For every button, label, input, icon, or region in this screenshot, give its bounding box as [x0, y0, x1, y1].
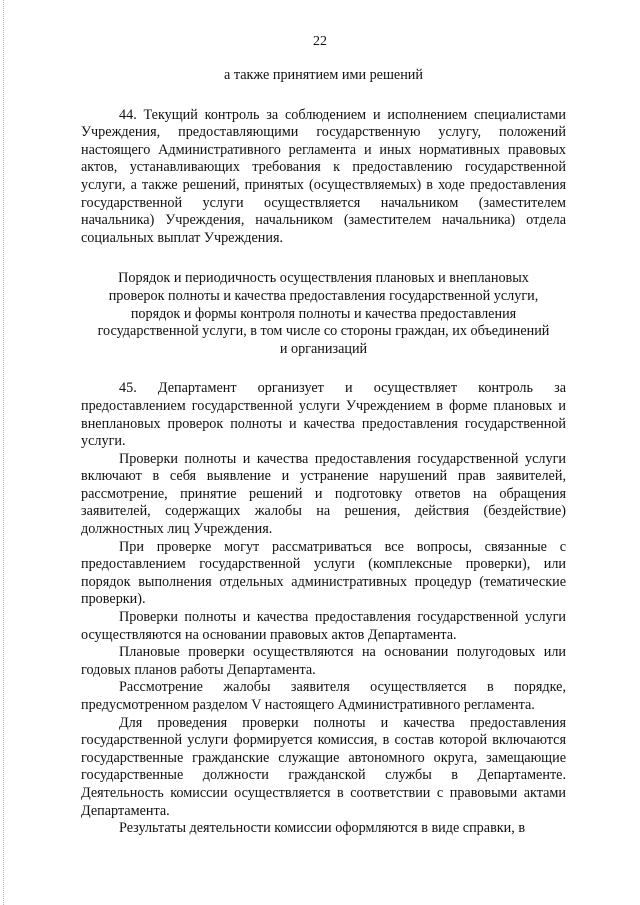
heading-line: порядок и формы контроля полноты и качества предоставления [130, 305, 517, 322]
paragraph-44: 44. Текущий контроль за соблюдением и исполнением специалистами Учреждения, предоставляющими государственную услугу, положений настоящего Административного регламента и иных нормативных правовых актов, устанавливающих требования к предоставлению государственной услуги, а также решений, принятых (осуществляемых) в ходе предоставления государственной услуги осуществляется начальником (заместителем начальника) Учреждения, начальником (заместителем начальника) отдела социальных выплат Учреждения. [81, 106, 566, 246]
paragraph-legal-basis: Проверки полноты и качества предоставления государственной услуги осуществляются на основании правовых актов Департамента. [81, 609, 566, 643]
paragraph-complaints: Рассмотрение жалобы заявителя осуществляется в порядке, предусмотренном разделом V настоящего Административного регламента. [81, 679, 566, 713]
continued-heading-line: а также принятием ими решений [224, 67, 423, 83]
scan-edge-line [3, 0, 5, 905]
paragraph-45: 45. Департамент организует и осуществляет контроль за предоставлением государственной услуги Учреждением в форме плановых и внеплановых проверок полноты и качества предоставления государственной услуги. [81, 380, 566, 450]
page-number: 22 [313, 34, 327, 49]
document-body [81, 67, 566, 838]
paragraph-check-scope: При проверке могут рассматриваться все вопросы, связанные с предоставлением государственной услуги (комплексные проверки), или порядок выполнения отдельных административных процедур (тематические проверки). [81, 538, 566, 608]
heading-line: проверок полноты и качества предоставления государственной услуги, [108, 287, 539, 304]
paragraph-commission: Для проведения проверки полноты и качества предоставления государственной услуги формируется комиссия, в состав которой включаются государственные гражданские служащие автономного округа, замещающие государственные должности гражданской службы в Департаменте. Деятельность комиссии осуществляется в соответствии с правовыми актами Департамента. [81, 714, 566, 819]
heading-line: государственной услуги, в том числе со стороны граждан, их объединений [97, 323, 550, 340]
heading-line: и организаций [279, 340, 368, 357]
paragraph-commission-results: Результаты деятельности комиссии оформляются в виде справки, в [119, 820, 526, 837]
paragraph-checks-content: Проверки полноты и качества предоставления государственной услуги включают в себя выявление и устранение нарушений прав заявителей, рассмотрение, принятие решений и подготовку ответов на обращения заявителей, содержащих жалобы на решения, действия (бездействие) должностных лиц Учреждения. [81, 450, 566, 538]
heading-line: Порядок и периодичность осуществления плановых и внеплановых [118, 270, 529, 287]
paragraph-planned-checks: Плановые проверки осуществляются на основании полугодовых или годовых планов работы Департамента. [81, 644, 566, 678]
section-heading [81, 270, 566, 358]
